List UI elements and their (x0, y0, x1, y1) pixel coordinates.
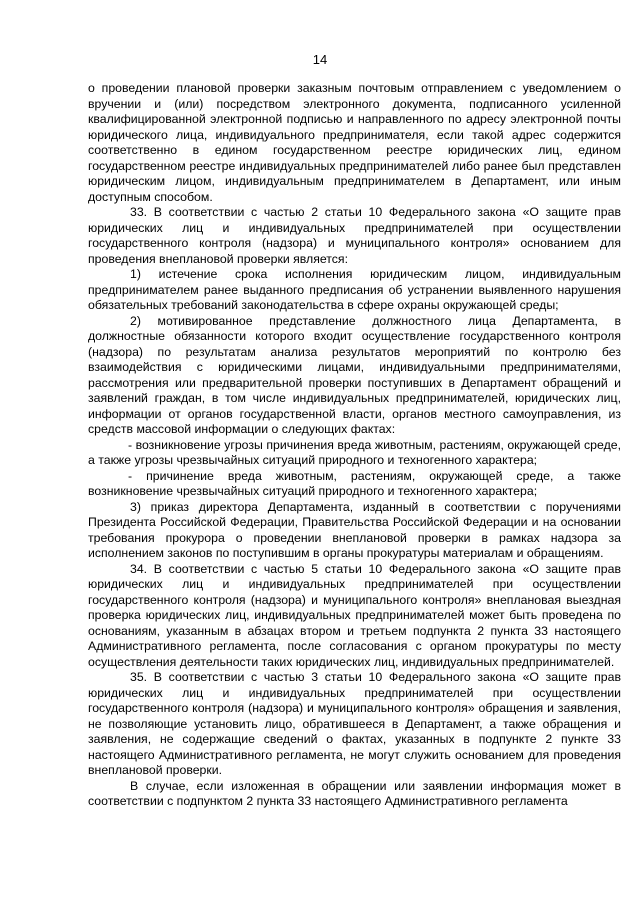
paragraph-item-2: 2) мотивированное представление должностного лица Департамента, в должностные обязанности которого входит осуществление государственного контроля (надзора) по результатам анализа результатов мероприятий по контролю без взаимодействия с юридическими лицами, индивидуальными предпринимателями, рассмотрения или предварительной проверки поступивших в Департамент обращений и заявлений граждан, в том числе индивидуальных предпринимателей, юридических лиц, информации от органов государственной власти, органов местного самоуправления, из средств массовой информации о следующих фактах: (88, 313, 621, 436)
paragraph-section-34: 34. В соответствии с частью 5 статьи 10 Федерального закона «О защите прав юридических лиц и индивидуальных предпринимателей при осуществлении государственного контроля (надзора) и муниципального контроля» внеплановая выездная проверка юридических лиц, индивидуальных предпринимателей может быть проведена по основаниям, указанным в абзацах втором и третьем подпункта 2 пункта 33 настоящего Административного регламента, после согласования с органом прокуратуры по месту осуществления деятельности таких юридических лиц, индивидуальных предпринимателей. (88, 561, 621, 669)
document-body (88, 81, 621, 810)
paragraph-section-33: 33. В соответствии с частью 2 статьи 10 Федерального закона «О защите прав юридических лиц и индивидуальных предпринимателей при осуществлении государственного контроля (надзора) и муниципального контроля» основанием для проведения внеплановой проверки является: (88, 205, 621, 266)
page-number: 14 (312, 52, 328, 67)
paragraph-continuation: о проведении плановой проверки заказным почтовым отправлением с уведомлением о вручении и (или) посредством электронного документа, подписанного усиленной квалифицированной электронной подписью и направленного по адресу электронной почты юридического лица, индивидуального предпринимателя, если такой адрес содержится соответственно в едином государственном реестре юридических лиц, едином государственном реестре индивидуальных предпринимателей либо ранее был представлен юридическим лицом, индивидуальным предпринимателем в Департамент, или иным доступным способом. (88, 81, 621, 204)
paragraph-dash-harm: - причинение вреда животным, растениям, окружающей среде, а также возникновение чрезвычайных ситуаций природного и техногенного характера; (88, 468, 621, 498)
paragraph-item-3: 3) приказ директора Департамента, изданный в соответствии с поручениями Президента Российской Федерации, Правительства Российской Федерации и на основании требования прокурора о проведении внеплановой проверки в рамках надзора за исполнением законов по поступившим в органы прокуратуры материалам и обращениям. (88, 499, 621, 560)
paragraph-item-1: 1) истечение срока исполнения юридическим лицом, индивидуальным предпринимателем ранее выданного предписания об устранении выявленного нарушения обязательных требований законодательства в сфере охраны окружающей среды; (88, 267, 621, 312)
paragraph-case: В случае, если изложенная в обращении или заявлении информация может в соответствии с подпунктом 2 пункта 33 настоящего Административного регламента (88, 778, 621, 808)
paragraph-section-35: 35. В соответствии с частью 3 статьи 10 Федерального закона «О защите прав юридических лиц и индивидуальных предпринимателей при осуществлении государственного контроля (надзора) и муниципального контроля» обращения и заявления, не позволяющие установить лицо, обратившееся в Департамент, а также обращения и заявления, не содержащие сведений о фактах, указанных в подпункте 2 пункте 33 настоящего Административного регламента, не могут служить основанием для проведения внеплановой проверки. (88, 670, 621, 777)
paragraph-dash-threat: - возникновение угрозы причинения вреда животным, растениям, окружающей среде, а также угрозы чрезвычайных ситуаций природного и техногенного характера; (88, 437, 621, 467)
